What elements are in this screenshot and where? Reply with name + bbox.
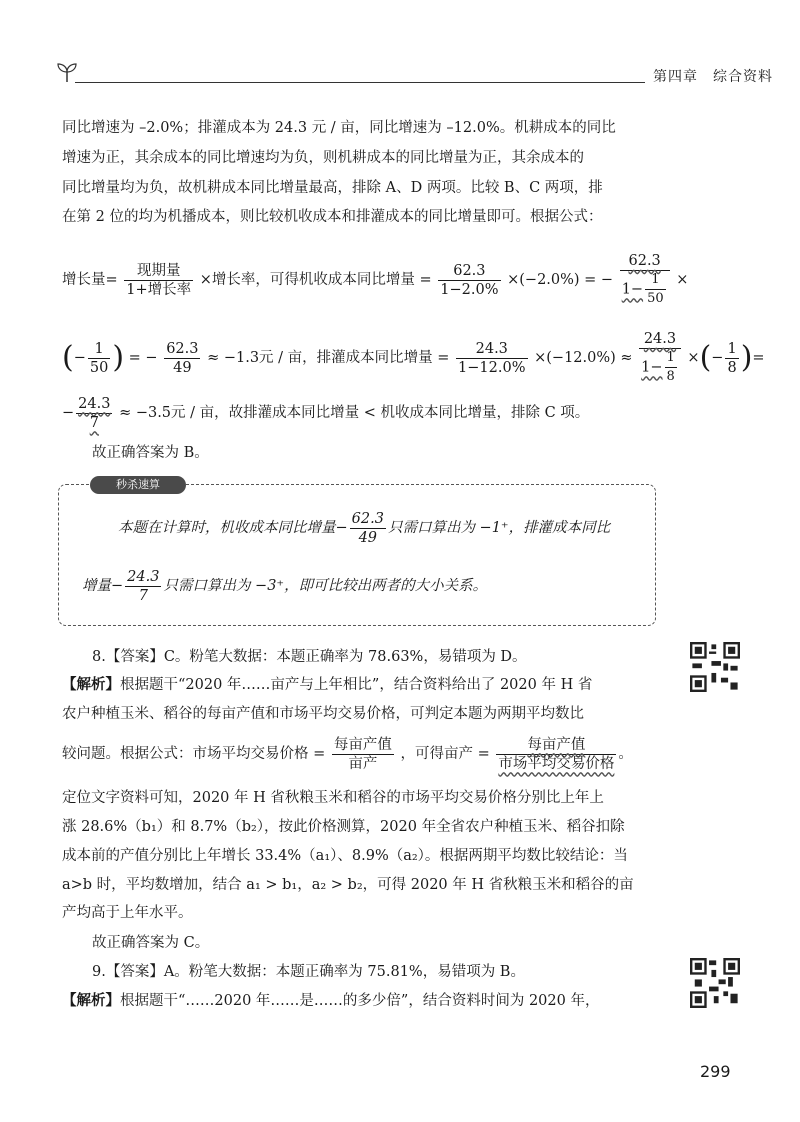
- formula-text: −: [711, 350, 724, 366]
- text-line: 涨 28.6%（b₁）和 8.7%（b₂），按此价格测算，2020 年全省农户种植玉米、稻谷扣除: [62, 819, 625, 835]
- formula-text: 。: [618, 746, 633, 762]
- denominator: 市场平均交易价格: [498, 755, 615, 772]
- line-text: 根据题干“……2020 年……是……的多少倍”，结合资料时间为 2020 年，: [120, 993, 600, 1009]
- denominator-part: 1−: [641, 359, 663, 376]
- line-text: 根据题干“2020 年……亩产与上年相比”，结合资料给出了 2020 年 H 省: [120, 677, 593, 693]
- formula-text: ≈ −3.5元 / 亩，故排灌成本同比增量 < 机收成本同比增量，排除 C 项。: [119, 405, 590, 421]
- nested-fraction: [665, 349, 677, 386]
- numerator: 62.3: [166, 340, 199, 357]
- denominator: [639, 349, 681, 386]
- question-8-head: 8.【答案】C。粉笔大数据：本题正确率为 78.63%，易错项为 D。: [92, 649, 527, 665]
- numerator: 现期量: [124, 262, 193, 281]
- numerator: 每亩产值: [333, 736, 392, 753]
- fraction: [332, 736, 394, 773]
- denominator: 1−2.0%: [440, 281, 499, 298]
- formula-text: ×: [676, 272, 689, 288]
- formula-line: [62, 330, 765, 386]
- denominator: 49: [173, 359, 192, 376]
- denominator: [620, 271, 670, 308]
- fraction: [438, 262, 500, 299]
- denominator: 50: [647, 291, 664, 306]
- text-line: 定位文字资料可知，2020 年 H 省秋粮玉米和稻谷的市场平均交易价格分别比上年上: [62, 790, 604, 806]
- formula-text: ，可得亩产 =: [400, 746, 490, 762]
- formula-text: ×: [687, 350, 700, 366]
- denominator: 1+增长率: [126, 281, 192, 298]
- qr-code-icon[interactable]: [690, 642, 740, 692]
- formula-line: [62, 393, 589, 433]
- numerator: 24.3: [639, 330, 681, 349]
- numerator: 62.3: [438, 262, 500, 281]
- nested-fraction: [645, 271, 666, 308]
- formula-text: −: [73, 350, 86, 366]
- formula-line: [62, 252, 688, 308]
- paren-close: ): [112, 340, 125, 375]
- page-header: [55, 60, 773, 90]
- numerator: 1: [88, 340, 110, 359]
- page-number: 299: [700, 1062, 731, 1081]
- text-line: 同比增速为 –2.0%；排灌成本为 24.3 元 / 亩，同比增速为 –12.0%。机耕成本的同比: [62, 120, 616, 136]
- formula-text: ≈ −1.3元 / 亩，排灌成本同比增量 =: [207, 350, 450, 366]
- numerator: 62.3: [620, 252, 670, 271]
- numerator: 1: [645, 271, 666, 290]
- fraction: [164, 340, 200, 377]
- numerator: 1: [665, 349, 677, 368]
- denominator: 亩产: [348, 755, 378, 772]
- denominator: 7: [89, 414, 99, 431]
- question-9-head: 9.【答案】A。粉笔大数据：本题正确率为 75.81%，易错项为 B。: [92, 964, 525, 980]
- chapter-title: 第四章 综合资料: [653, 69, 773, 85]
- text-line: a>b 时，平均数增加，结合 a₁ > b₁，a₂ > b₂，可得 2020 年 H 省秋粮玉米和稻谷的亩: [62, 877, 634, 893]
- answer-line: 故正确答案为 C。: [92, 935, 210, 951]
- header-rule: [75, 82, 645, 83]
- numerator: 24.3: [456, 340, 527, 359]
- formula-text: =: [752, 350, 765, 366]
- tip-badge: 秒杀速算: [90, 476, 186, 494]
- tip-text: 只需口算出为 −3⁺，即可比较出两者的大小关系。: [163, 578, 488, 594]
- denominator: 8: [727, 359, 737, 376]
- formula-text: ×(−12.0%) ≈: [534, 350, 633, 366]
- numerator: 62.3: [351, 510, 384, 527]
- numerator: 24.3: [127, 568, 160, 585]
- paren-close: ): [740, 340, 753, 375]
- sprout-icon: [55, 60, 79, 84]
- formula-text: = −: [128, 350, 158, 366]
- fraction: [639, 330, 681, 386]
- text-line: 同比增量均为负，故机耕成本同比增量最高，排除 A、D 两项。比较 B、C 两项，排: [62, 180, 603, 196]
- tip-text: 本题在计算时，机收成本同比增量−: [118, 520, 348, 536]
- formula-text: 较问题。根据公式：市场平均交易价格 =: [62, 746, 326, 762]
- denominator-part: 1−: [621, 281, 644, 298]
- denominator: 50: [89, 359, 109, 376]
- denominator: 1−12.0%: [458, 359, 526, 376]
- fraction: [124, 262, 193, 299]
- jiexi-label: 【解析】: [62, 992, 120, 1009]
- fraction: [456, 340, 527, 377]
- formula-text: ×(−2.0%) = −: [507, 272, 614, 288]
- text-line: 农户种植玉米、稻谷的每亩产值和市场平均交易价格，可判定本题为两期平均数比: [62, 706, 584, 722]
- fraction: [620, 252, 670, 308]
- jiexi-label: 【解析】: [62, 676, 120, 693]
- fraction: [88, 340, 110, 377]
- text-line: 成本前的产值分别比上年增长 33.4%（a₁）、8.9%（a₂）。根据两期平均数比较结论：当: [62, 848, 628, 864]
- text-line: 产均高于上年水平。: [62, 905, 193, 921]
- formula-text: ×增长率，可得机收成本同比增量 =: [199, 272, 432, 288]
- numerator: 1: [727, 340, 737, 357]
- text-line: [62, 674, 592, 696]
- qr-code-icon[interactable]: [690, 958, 740, 1008]
- denominator: 49: [358, 529, 378, 546]
- formula-line: [62, 734, 633, 774]
- numerator: 每亩产值: [496, 736, 616, 755]
- fraction: [496, 736, 616, 773]
- fraction: [125, 568, 161, 605]
- text-line: 在第 2 位的均为机播成本，则比较机收成本和排灌成本的同比增量即可。根据公式：: [62, 209, 603, 225]
- answer-line: 故正确答案为 B。: [92, 445, 209, 461]
- paren-open: (: [62, 340, 74, 375]
- formula-text: 增长量=: [62, 272, 118, 288]
- tip-line: [118, 508, 610, 548]
- text-line: [62, 990, 599, 1012]
- fraction: [350, 510, 386, 547]
- denominator: 7: [138, 587, 148, 604]
- formula-text: −: [62, 405, 75, 421]
- text-line: 增速为正，其余成本的同比增速均为负，则机耕成本的同比增量为正，其余成本的: [62, 150, 584, 166]
- tip-text: 增量−: [82, 578, 124, 594]
- paren-open: (: [699, 340, 712, 375]
- numerator: 24.3: [78, 395, 111, 412]
- fraction: [725, 340, 738, 377]
- tip-line: [82, 566, 487, 606]
- tip-text: 只需口算出为 −1⁺，排灌成本同比: [387, 520, 611, 536]
- denominator: 8: [666, 369, 675, 384]
- fraction: [76, 395, 112, 432]
